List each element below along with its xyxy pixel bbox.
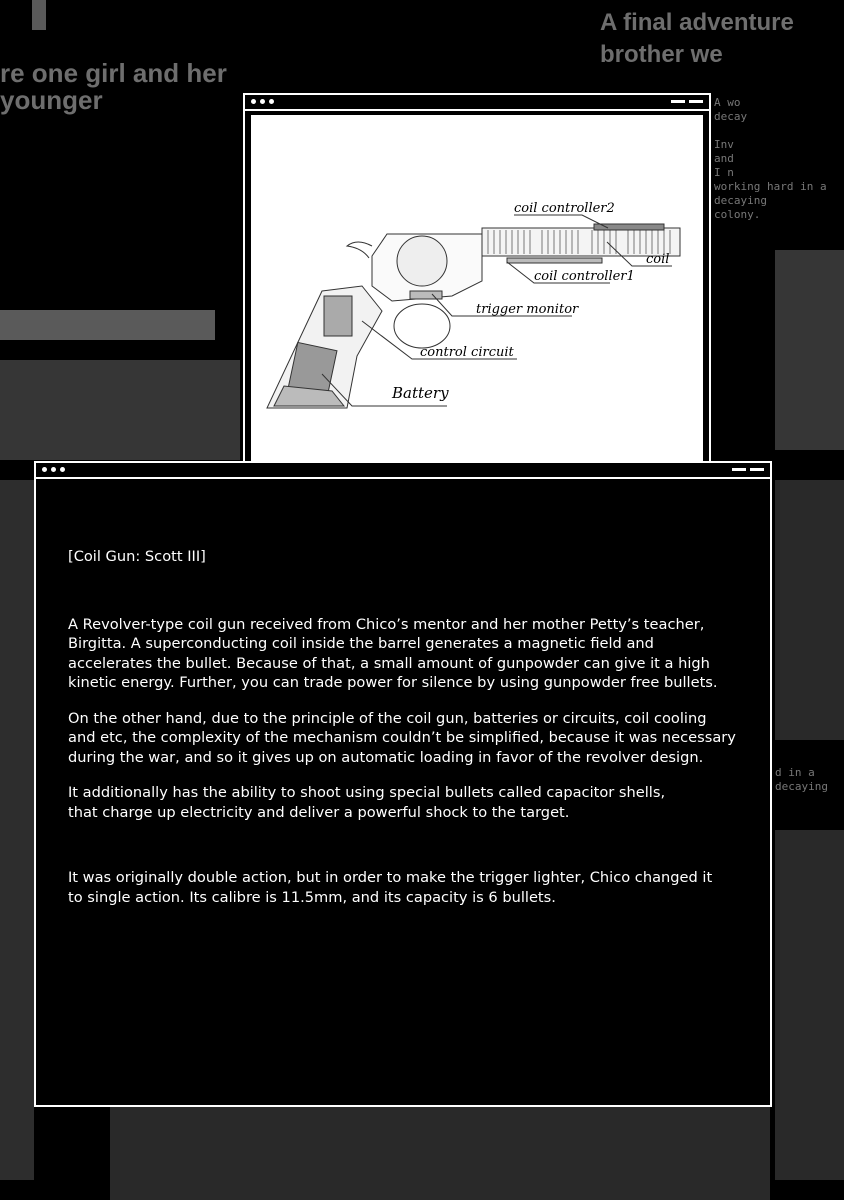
- maximize-icon[interactable]: [750, 468, 764, 471]
- background-glitch: [0, 360, 240, 460]
- text-window: [34, 461, 772, 1107]
- label-control-circuit: control circuit: [420, 345, 514, 360]
- background-headline: re one girl and her younger: [0, 58, 227, 116]
- image-window: [243, 93, 711, 503]
- trigger-guard: [394, 304, 450, 348]
- background-glitch: [0, 310, 215, 340]
- label-trigger-monitor: trigger monitor: [476, 302, 579, 317]
- background-glitch: [775, 250, 844, 450]
- window-dot-icon: [260, 99, 265, 104]
- background-caption: d in a decaying: [775, 766, 828, 793]
- background-glitch: [110, 1106, 770, 1200]
- coil-controller-2: [594, 224, 664, 230]
- window-dot-icon: [42, 467, 47, 472]
- window-titlebar: [245, 95, 709, 111]
- background-headline: brother we: [600, 41, 723, 68]
- background-glitch: [32, 0, 46, 30]
- paragraph: On the other hand, due to the principle of the coil gun, batteries or circuits, coil cooling and etc, the complexity of the mechanism couldn’t be simplified, because it was necessary during the war, and so it gives up on automatic loading in favor of the revolver design.: [68, 709, 736, 766]
- window-dot-icon: [269, 99, 274, 104]
- background-glitch: [775, 830, 844, 1180]
- control-circuit-part: [324, 296, 352, 336]
- background-glitch: [0, 480, 34, 1180]
- background-glitch: [775, 480, 844, 740]
- label-coil-controller-1: coil controller1: [534, 269, 635, 284]
- coil-controller-1: [507, 258, 602, 263]
- label-coil-controller-2: coil controller2: [514, 201, 615, 216]
- minimize-icon[interactable]: [671, 100, 685, 103]
- paragraph: It was originally double action, but in order to make the trigger lighter, Chico changed it to single action. Its calibre is 11.5mm, and its capacity is 6 bullets.: [68, 869, 713, 906]
- description-text: [68, 547, 758, 923]
- cylinder: [397, 236, 447, 286]
- window-dot-icon: [60, 467, 65, 472]
- minimize-icon[interactable]: [732, 468, 746, 471]
- window-dot-icon: [51, 467, 56, 472]
- trigger-monitor-part: [410, 291, 442, 299]
- label-coil: coil: [646, 252, 670, 267]
- background-caption: A wo decay Inv and I n working hard in a decaying colony.: [714, 96, 827, 221]
- window-dot-icon: [251, 99, 256, 104]
- diagram-panel: [251, 115, 703, 496]
- revolver-diagram: [252, 116, 704, 498]
- weapon-title: [Coil Gun: Scott III]: [68, 548, 206, 565]
- hammer: [347, 242, 372, 258]
- label-battery: Battery: [392, 384, 449, 402]
- paragraph: It additionally has the ability to shoot using special bullets called capacitor shells, that charge up electricity and deliver a powerful shock to the target.: [68, 784, 666, 821]
- background-headline: A final adventure: [600, 9, 794, 36]
- paragraph: A Revolver-type coil gun received from Chico’s mentor and her mother Petty’s teacher, Birgitta. A superconducting coil inside the barrel generates a magnetic field and accelerates the bullet. Because of that, a small amount of gunpowder can give it a high kinetic energy. Further, you can trade power for silence by using gunpowder free bullets.: [68, 615, 718, 691]
- maximize-icon[interactable]: [689, 100, 703, 103]
- window-titlebar: [36, 463, 770, 479]
